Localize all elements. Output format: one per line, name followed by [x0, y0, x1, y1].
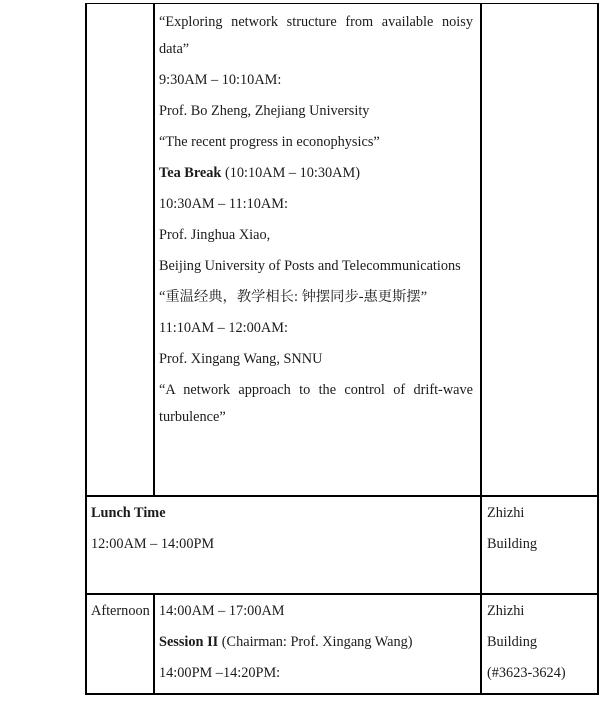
- talk-title-line: turbulence”: [159, 409, 226, 425]
- table-border-bottom: [85, 693, 599, 695]
- column-divider-session-upper: [153, 3, 155, 496]
- talk-title-line: “The recent progress in econophysics”: [159, 134, 380, 150]
- speaker-affiliation: Beijing University of Posts and Telecommunications: [159, 258, 461, 274]
- afternoon-details-cell: [156, 595, 478, 693]
- tea-break-time: (10:10AM – 10:30AM): [221, 165, 360, 181]
- lunch-time: 12:00AM – 14:00PM: [91, 536, 215, 552]
- morning-details-cell: [156, 4, 478, 495]
- location-line: Building: [487, 536, 538, 552]
- session-time-range: 14:00AM – 17:00AM: [159, 603, 285, 619]
- talk-title-line: “重温经典，教学相长: 钟摆同步-惠更斯摆”: [159, 289, 428, 305]
- column-divider-session-lower: [153, 593, 155, 695]
- afternoon-session-cell: [87, 595, 153, 693]
- session-period-label: Afternoon: [91, 603, 150, 619]
- location-line: Building: [487, 634, 538, 650]
- session-title-line: [159, 629, 473, 656]
- tea-break-line: [159, 160, 473, 187]
- session-slot-time: 11:10AM – 12:00AM:: [159, 320, 288, 336]
- speaker-name: Prof. Xingang Wang, SNNU: [159, 351, 323, 367]
- lunch-cell: [87, 497, 480, 593]
- talk-title-line: data”: [159, 41, 190, 57]
- location-line: Zhizhi: [487, 505, 525, 521]
- lunch-title: Lunch Time: [91, 505, 166, 521]
- session-slot-time: 9:30AM – 10:10AM:: [159, 72, 282, 88]
- morning-session-cell-empty: [87, 4, 153, 495]
- location-line: Zhizhi: [487, 603, 525, 619]
- speaker-name: Prof. Bo Zheng, Zhejiang University: [159, 103, 370, 119]
- afternoon-location-cell: [482, 595, 595, 693]
- morning-location-cell-empty: [482, 4, 597, 495]
- session-chairman: (Chairman: Prof. Xingang Wang): [218, 634, 413, 650]
- session-slot-time: 14:00PM –14:20PM:: [159, 665, 281, 681]
- talk-title-line: “A network approach to the control of drift-wave: [159, 382, 473, 398]
- location-room: (#3623-3624): [487, 665, 566, 681]
- speaker-name: Prof. Jinghua Xiao,: [159, 227, 271, 243]
- tea-break-label: Tea Break: [159, 165, 222, 181]
- talk-title-line: “Exploring network structure from available noisy: [159, 14, 473, 30]
- session-title-label: Session II: [159, 634, 219, 650]
- session-slot-time: 10:30AM – 11:10AM:: [159, 196, 288, 212]
- lunch-location-cell: [482, 497, 595, 593]
- table-border-right: [597, 3, 599, 695]
